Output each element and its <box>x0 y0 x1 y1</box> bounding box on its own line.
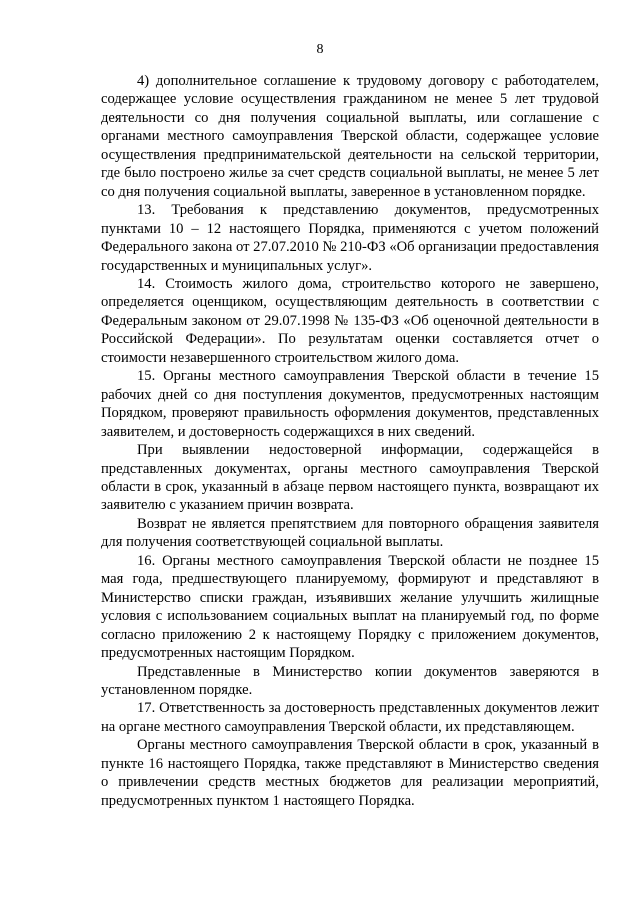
page-number: 8 <box>316 42 324 57</box>
paragraph-item-4: 4) дополнительное соглашение к трудовому договору с работодателем, содержащее условие осуществления гражданином не менее 5 лет трудовой деятельности со дня получения социальной выплаты, или соглашение с органами местного самоуправления Тверской области, содержащее условие осуществления предпринимательской деятельности на сельской территории, где было построено жилье за счет средств социальной выплаты, не менее 5 лет со дня получения социальной выплаты, заверенное в установленном порядке. <box>101 73 599 200</box>
paragraph-clause-15-part-3: Возврат не является препятствием для повторного обращения заявителя для получения соответствующей социальной выплаты. <box>101 515 599 551</box>
paragraph-clause-15-part-2: При выявлении недостоверной информации, содержащейся в представленных документах, органы местного самоуправления Тверской области в срок, указанный в абзаце первом настоящего пункта, возвращают их заявителю с указанием причин возврата. <box>101 442 599 514</box>
page-body <box>101 72 599 810</box>
paragraph-clause-17-part-2: Органы местного самоуправления Тверской области в срок, указанный в пункте 16 настоящего Порядка, также представляют в Министерство сведения о привлечении средств местных бюджетов для реализации мероприятий, предусмотренных пунктом 1 настоящего Порядка. <box>101 737 599 809</box>
paragraph-clause-13: 13. Требования к представлению документов, предусмотренных пунктами 10 – 12 настоящего Порядка, применяются с учетом положений Федерального закона от 27.07.2010 № 210-ФЗ «Об организации предоставления государственных и муниципальных услуг». <box>101 202 600 274</box>
paragraph-clause-16-part-2: Представленные в Министерство копии документов заверяются в установленном порядке. <box>101 663 599 698</box>
paragraph-clause-15: 15. Органы местного самоуправления Тверской области в течение 15 рабочих дней со дня поступления документов, предусмотренных настоящим Порядком, проверяют правильность оформления документов, представленных заявителем, и достоверность содержащихся в них сведений. <box>101 368 599 440</box>
paragraph-clause-16: 16. Органы местного самоуправления Тверской области не позднее 15 мая года, предшествующего планируемому, формируют и представляют в Министерство списки граждан, изъявивших желание улучшить жилищные условия с использованием социальных выплат на планируемый год, по форме согласно приложению 2 к настоящему Порядку с приложением документов, предусмотренных настоящим Порядком. <box>101 552 599 662</box>
paragraph-clause-14: 14. Стоимость жилого дома, строительство которого не завершено, определяется оценщиком, осуществляющим деятельность в соответствии с Федеральным законом от 29.07.1998 № 135-ФЗ «Об оценочной деятельности в Российской Федерации». По результатам оценки составляется отчет о стоимости незавершенного строительством жилого дома. <box>101 275 599 366</box>
paragraph-clause-17: 17. Ответственность за достоверность представленных документов лежит на органе местного самоуправления Тверской области, их представляющем. <box>101 700 599 735</box>
